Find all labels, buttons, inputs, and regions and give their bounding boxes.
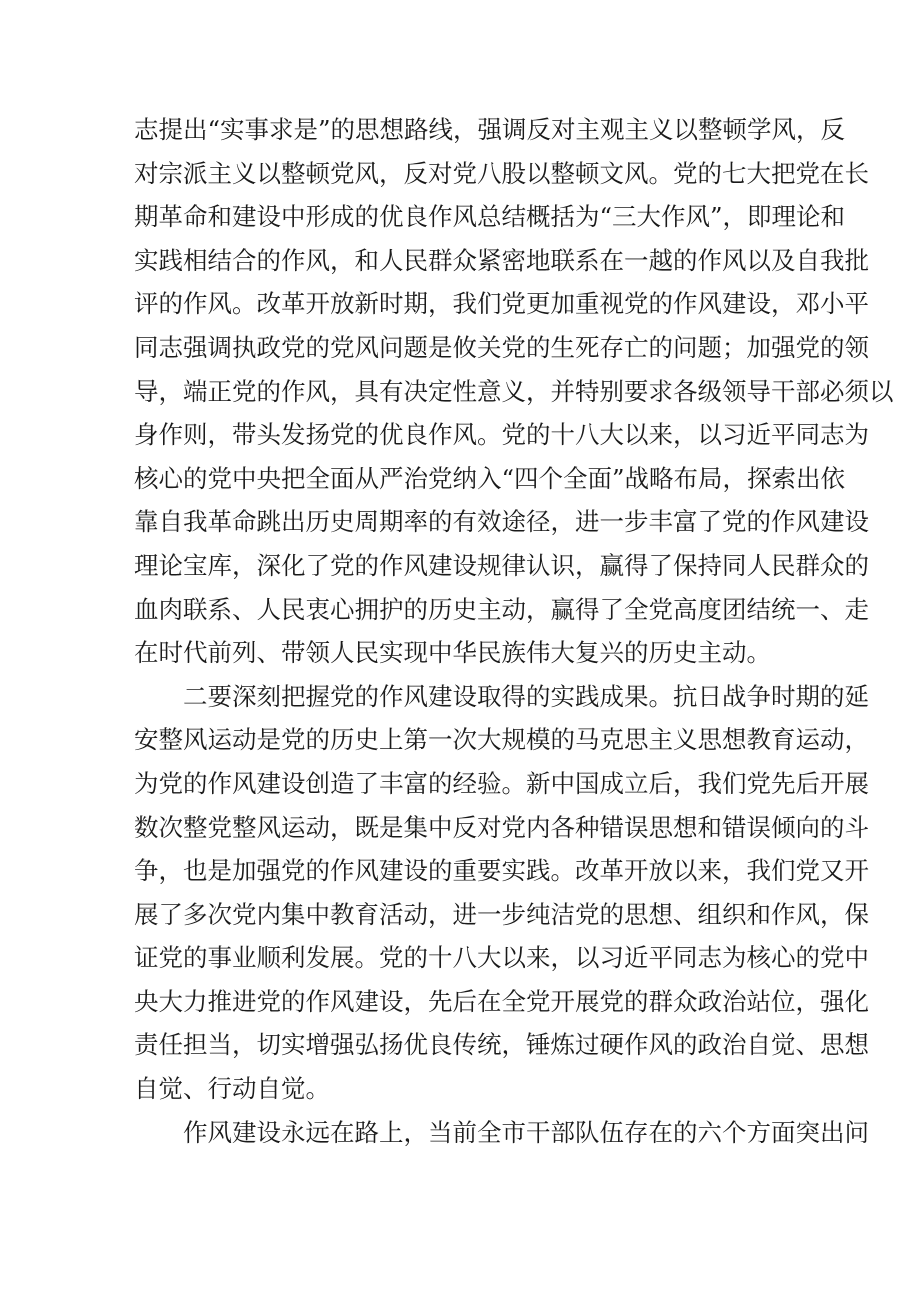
paragraph-3-line: 作风建设永远在路上，当前全市干部队伍存在的六个方面突出问 <box>183 1117 869 1147</box>
paragraph-1-line: 血肉联系、人民衷心拥护的历史主动，赢得了全党高度团结统一、走 <box>134 594 869 624</box>
paragraph-1-line: 志提出“实事求是”的思想路线，强调反对主观主义以整顿学风，反 <box>134 115 846 144</box>
paragraph-1-line: 理论宝库，深化了党的作风建设规律认识，赢得了保持同人民群众的 <box>134 550 869 580</box>
paragraph-1-line: 导，端正党的作风，具有决定性意义，并特别要求各级领导干部必须以 <box>134 376 894 406</box>
paragraph-2-line: 自觉、行动自觉。 <box>134 1074 330 1104</box>
paragraph-1-line: 在时代前列、带领人民实现中华民族伟大复兴的历史主动。 <box>134 638 771 668</box>
body-text <box>134 108 894 1154</box>
paragraph-2-line: 争，也是加强党的作风建设的重要实践。改革开放以来，我们党又开 <box>134 856 869 886</box>
paragraph-1-line: 核心的党中央把全面从严治党纳入“四个全面”战略布局，探索出依 <box>134 463 846 493</box>
paragraph-2-line: 证党的事业顺利发展。党的十八大以来，以习近平同志为核心的党中 <box>134 943 869 973</box>
paragraph-2-line: 二要深刻把握党的作风建设取得的实践成果。抗日战争时期的延 <box>183 681 869 711</box>
paragraph-2-line: 责任担当，切实增强弘扬优良传统，锤炼过硬作风的政治自觉、思想 <box>134 1030 869 1060</box>
paragraph-1-line: 实践相结合的作风，和人民群众紧密地联系在一越的作风以及自我批 <box>134 245 869 275</box>
paragraph-1-line: 身作则，带头发扬党的优良作风。党的十八大以来，以习近平同志为 <box>134 420 869 450</box>
paragraph-1-line: 靠自我革命跳出历史周期率的有效途径，进一步丰富了党的作风建设 <box>134 507 869 537</box>
paragraph-1-line: 同志强调执政党的党风问题是攸关党的生死存亡的问题；加强党的领 <box>134 332 869 362</box>
paragraph-2-line: 展了多次党内集中教育活动，进一步纯洁党的思想、组织和作风，保 <box>134 899 869 929</box>
paragraph-2-line: 安整风运动是党的历史上第一次大规模的马克思主义思想教育运动， <box>134 725 869 755</box>
paragraph-1-line: 期革命和建设中形成的优良作风总结概括为“三大作风”，即理论和 <box>134 202 846 232</box>
paragraph-1-line: 对宗派主义以整顿党风，反对党八股以整顿文风。党的七大把党在长 <box>134 158 869 188</box>
paragraph-2-line: 央大力推进党的作风建设，先后在全党开展党的群众政治站位，强化 <box>134 986 869 1016</box>
paragraph-2-line: 数次整党整风运动，既是集中反对党内各种错误思想和错误倾向的斗 <box>134 812 869 842</box>
paragraph-1-line: 评的作风。改革开放新时期，我们党更加重视党的作风建设，邓小平 <box>134 289 869 319</box>
paragraph-2-line: 为党的作风建设创造了丰富的经验。新中国成立后，我们党先后开展 <box>134 768 869 798</box>
